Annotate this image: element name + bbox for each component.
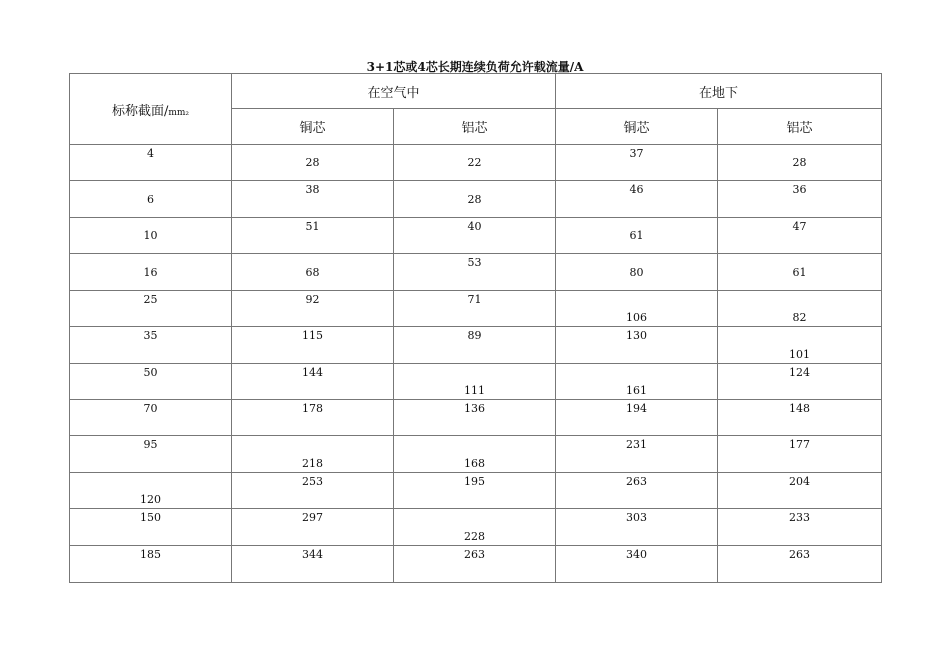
column-header-ground-copper: 铜芯 (556, 109, 718, 145)
cell-air-aluminum: 22 (394, 145, 556, 181)
cell-ground-copper: 46 (556, 181, 718, 218)
table-row (70, 509, 882, 546)
cell-air-copper: 38 (232, 181, 394, 218)
cell-air-aluminum: 195 (394, 473, 556, 509)
table-title: 3+1芯或4芯长期连续负荷允许载流量/A (366, 60, 584, 74)
cell-size: 70 (70, 400, 232, 436)
cell-size: 185 (70, 546, 232, 583)
table-row (70, 291, 882, 327)
column-header-air-copper: 铜芯 (232, 109, 394, 145)
cell-air-aluminum: 40 (394, 218, 556, 254)
cell-ground-copper: 161 (556, 364, 718, 400)
cell-size: 95 (70, 436, 232, 473)
cell-ground-copper: 37 (556, 145, 718, 181)
cell-ground-aluminum: 36 (718, 181, 882, 218)
column-header-ground-aluminum: 铝芯 (718, 109, 882, 145)
cell-ground-aluminum: 204 (718, 473, 882, 509)
cell-air-copper: 68 (232, 254, 394, 291)
cell-ground-copper: 80 (556, 254, 718, 291)
group-header-air: 在空气中 (232, 74, 556, 109)
cell-air-copper: 218 (232, 436, 394, 473)
cell-ground-copper: 263 (556, 473, 718, 509)
group-header-ground: 在地下 (556, 74, 882, 109)
cell-ground-copper: 61 (556, 218, 718, 254)
table-row (70, 327, 882, 364)
cell-air-copper: 253 (232, 473, 394, 509)
cell-air-copper: 115 (232, 327, 394, 364)
cell-air-aluminum: 28 (394, 181, 556, 218)
table-row (70, 364, 882, 400)
cell-ground-copper: 130 (556, 327, 718, 364)
cell-ground-aluminum: 61 (718, 254, 882, 291)
cell-ground-aluminum: 233 (718, 509, 882, 546)
cell-air-copper: 178 (232, 400, 394, 436)
size-header-label: 标称截面/ (111, 103, 169, 119)
cell-air-aluminum: 53 (394, 254, 556, 291)
cell-size: 16 (70, 254, 232, 291)
cell-air-aluminum: 168 (394, 436, 556, 473)
table-row (70, 181, 882, 218)
cell-ground-copper: 231 (556, 436, 718, 473)
column-header-size (70, 74, 232, 145)
cell-air-copper: 92 (232, 291, 394, 327)
table-row (70, 546, 882, 583)
cell-ground-aluminum: 28 (718, 145, 882, 181)
cell-air-copper: 51 (232, 218, 394, 254)
cell-air-copper: 297 (232, 509, 394, 546)
cell-ground-aluminum: 124 (718, 364, 882, 400)
cell-size: 35 (70, 327, 232, 364)
cell-size: 6 (70, 181, 232, 218)
cell-air-copper: 28 (232, 145, 394, 181)
cell-ground-copper: 106 (556, 291, 718, 327)
cell-size: 150 (70, 509, 232, 546)
cell-ground-copper: 340 (556, 546, 718, 583)
cell-size: 25 (70, 291, 232, 327)
table-row (70, 254, 882, 291)
ampacity-table (69, 73, 882, 583)
cell-ground-aluminum: 101 (718, 327, 882, 364)
cell-air-aluminum: 89 (394, 327, 556, 364)
table-row (70, 218, 882, 254)
cell-ground-copper: 303 (556, 509, 718, 546)
cell-air-aluminum: 228 (394, 509, 556, 546)
cell-air-aluminum: 136 (394, 400, 556, 436)
cell-size: 120 (70, 473, 232, 509)
cell-ground-aluminum: 148 (718, 400, 882, 436)
table-row (70, 473, 882, 509)
table-row (70, 145, 882, 181)
cell-ground-aluminum: 263 (718, 546, 882, 583)
cell-air-aluminum: 263 (394, 546, 556, 583)
cell-ground-aluminum: 82 (718, 291, 882, 327)
cell-air-aluminum: 71 (394, 291, 556, 327)
cell-size: 10 (70, 218, 232, 254)
column-header-air-aluminum: 铝芯 (394, 109, 556, 145)
cell-air-copper: 144 (232, 364, 394, 400)
cell-size: 50 (70, 364, 232, 400)
cell-air-copper: 344 (232, 546, 394, 583)
cell-ground-aluminum: 47 (718, 218, 882, 254)
table-row (70, 400, 882, 436)
cell-ground-aluminum: 177 (718, 436, 882, 473)
cell-size: 4 (70, 145, 232, 181)
cell-air-aluminum: 111 (394, 364, 556, 400)
table-row (70, 436, 882, 473)
size-header-unit: mm₂ (168, 107, 190, 118)
cell-ground-copper: 194 (556, 400, 718, 436)
